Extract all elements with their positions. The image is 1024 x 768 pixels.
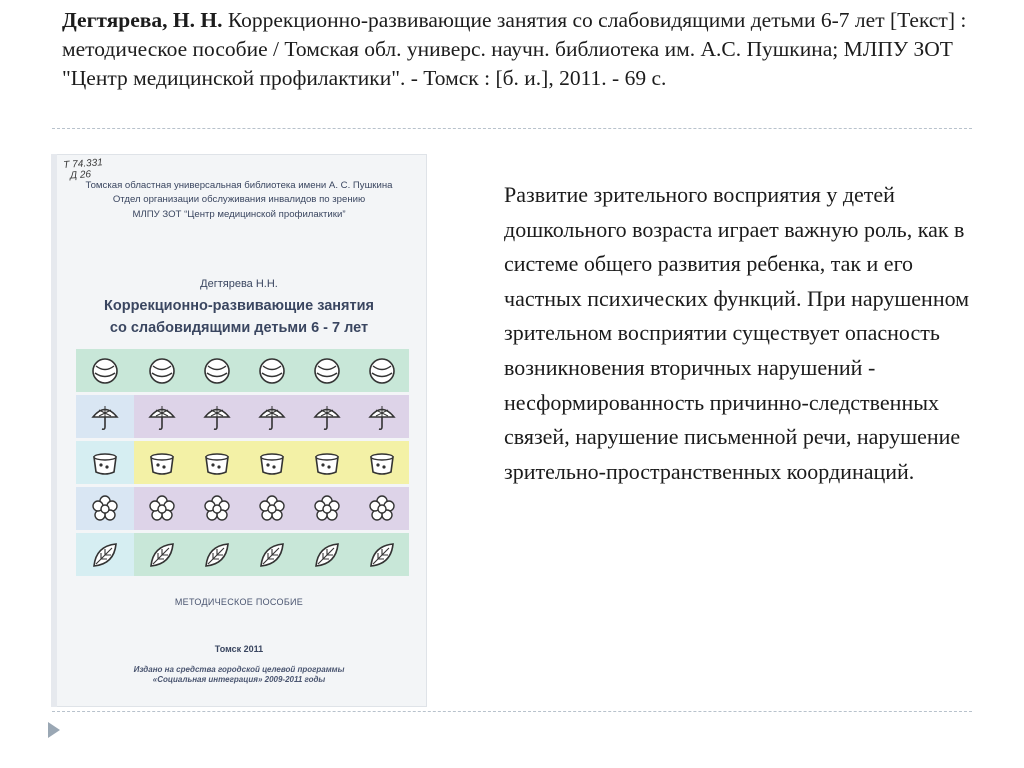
cover-title-line-1: Коррекционно-развивающие занятия: [104, 298, 374, 314]
shelfmark: [63, 157, 104, 182]
flower-icon: [90, 494, 120, 524]
cup-icon: [367, 448, 397, 478]
picture-grid-cell: [354, 441, 409, 484]
picture-grid-cell: [244, 395, 299, 438]
picture-grid-cell: [299, 441, 354, 484]
cover-library: Томская областная универсальная библиотека имени А. С. Пушкина: [85, 180, 393, 191]
picture-grid-cell: [354, 395, 409, 438]
umbrella-icon: [202, 402, 232, 432]
leaf-icon: [312, 540, 342, 570]
cup-icon: [257, 448, 287, 478]
leaf-icon: [90, 540, 120, 570]
cup-icon: [147, 448, 177, 478]
ball-icon: [202, 356, 232, 386]
shelfmark-line-2: Д 26: [69, 169, 92, 182]
ball-icon: [90, 356, 120, 386]
umbrella-icon: [312, 402, 342, 432]
cup-icon: [90, 448, 120, 478]
picture-grid: [76, 349, 409, 579]
picture-grid-cell: [134, 349, 189, 392]
picture-grid-cell: [76, 395, 134, 438]
cup-icon: [202, 448, 232, 478]
picture-grid-cell: [76, 487, 134, 530]
picture-grid-cell: [244, 441, 299, 484]
picture-grid-cell: [189, 395, 244, 438]
leaf-icon: [147, 540, 177, 570]
flower-icon: [312, 494, 342, 524]
triangle-bullet-icon: [48, 722, 60, 738]
umbrella-icon: [257, 402, 287, 432]
umbrella-icon: [90, 402, 120, 432]
cover-funding-note: [51, 665, 427, 685]
picture-grid-cell: [299, 533, 354, 576]
leaf-icon: [202, 540, 232, 570]
cover-title-line-2: со слабовидящими детьми 6 - 7 лет: [109, 320, 369, 336]
ball-icon: [147, 356, 177, 386]
picture-grid-cell: [189, 533, 244, 576]
cover-department: Отдел организации обслуживания инвалидов по зрению: [112, 194, 366, 205]
cover-city-year: Томск 2011: [214, 644, 264, 654]
picture-grid-cell: [299, 395, 354, 438]
umbrella-icon: [147, 402, 177, 432]
ball-icon: [367, 356, 397, 386]
picture-grid-row: [76, 349, 409, 392]
citation-text: Коррекционно-развивающие занятия со слабовидящими детьми 6-7 лет [Текст] : методическое пособие / Томская обл. универс. научн. библиотека им. А.С. Пушкина; МЛПУ ЗОТ "Центр медицинской профилактики". - Томск : [б. и.], 2011. - 69 с.: [62, 8, 967, 90]
flower-icon: [367, 494, 397, 524]
body-paragraph: Развитие зрительного восприятия у детей дошкольного возраста играет важную роль, как в системе общего развития ребенка, так и его частных психических функций. При нарушенном зрительном восприятии существует опасность возникновения вторичных нарушений - несформированность причинно-следственных связей, нарушение письменной речи, нарушение зрительно-пространственных координаций.: [504, 182, 970, 484]
leaf-icon: [367, 540, 397, 570]
flower-icon: [202, 494, 232, 524]
ball-icon: [257, 356, 287, 386]
picture-grid-cell: [299, 349, 354, 392]
shelfmark-line-1: Т 74.331: [63, 157, 104, 171]
picture-grid-cell: [244, 533, 299, 576]
picture-grid-cell: [354, 533, 409, 576]
citation-author: Дегтярева, Н. Н.: [62, 8, 223, 32]
picture-grid-row: [76, 533, 409, 576]
picture-grid-cell: [244, 349, 299, 392]
picture-grid-cell: [244, 487, 299, 530]
picture-grid-cell: [134, 487, 189, 530]
picture-grid-row: [76, 441, 409, 484]
picture-grid-cell: [189, 441, 244, 484]
picture-grid-cell: [299, 487, 354, 530]
picture-grid-cell: [76, 349, 134, 392]
picture-grid-row: [76, 487, 409, 530]
picture-grid-cell: [189, 487, 244, 530]
flower-icon: [147, 494, 177, 524]
picture-grid-cell: [189, 349, 244, 392]
book-cover-image: [51, 154, 427, 707]
leaf-icon: [257, 540, 287, 570]
cover-center: МЛПУ ЗОТ “Центр медицинской профилактики”: [132, 209, 346, 220]
cup-icon: [312, 448, 342, 478]
cover-type: МЕТОДИЧЕСКОЕ ПОСОБИЕ: [174, 597, 304, 607]
citation: [62, 6, 972, 93]
cover-author: Дегтярева Н.Н.: [200, 278, 278, 290]
picture-grid-cell: [354, 487, 409, 530]
umbrella-icon: [367, 402, 397, 432]
divider-bottom: [52, 711, 972, 712]
cover-note-line-2: «Социальная интеграция» 2009-2011 годы: [152, 675, 326, 684]
picture-grid-cell: [134, 533, 189, 576]
picture-grid-cell: [76, 533, 134, 576]
ball-icon: [312, 356, 342, 386]
picture-grid-cell: [134, 395, 189, 438]
picture-grid-row: [76, 395, 409, 438]
cover-note-line-1: Издано на средства городской целевой программы: [133, 665, 345, 674]
picture-grid-cell: [354, 349, 409, 392]
flower-icon: [257, 494, 287, 524]
picture-grid-cell: [134, 441, 189, 484]
cover-edge: [51, 154, 57, 707]
picture-grid-cell: [76, 441, 134, 484]
divider-top: [52, 128, 972, 129]
